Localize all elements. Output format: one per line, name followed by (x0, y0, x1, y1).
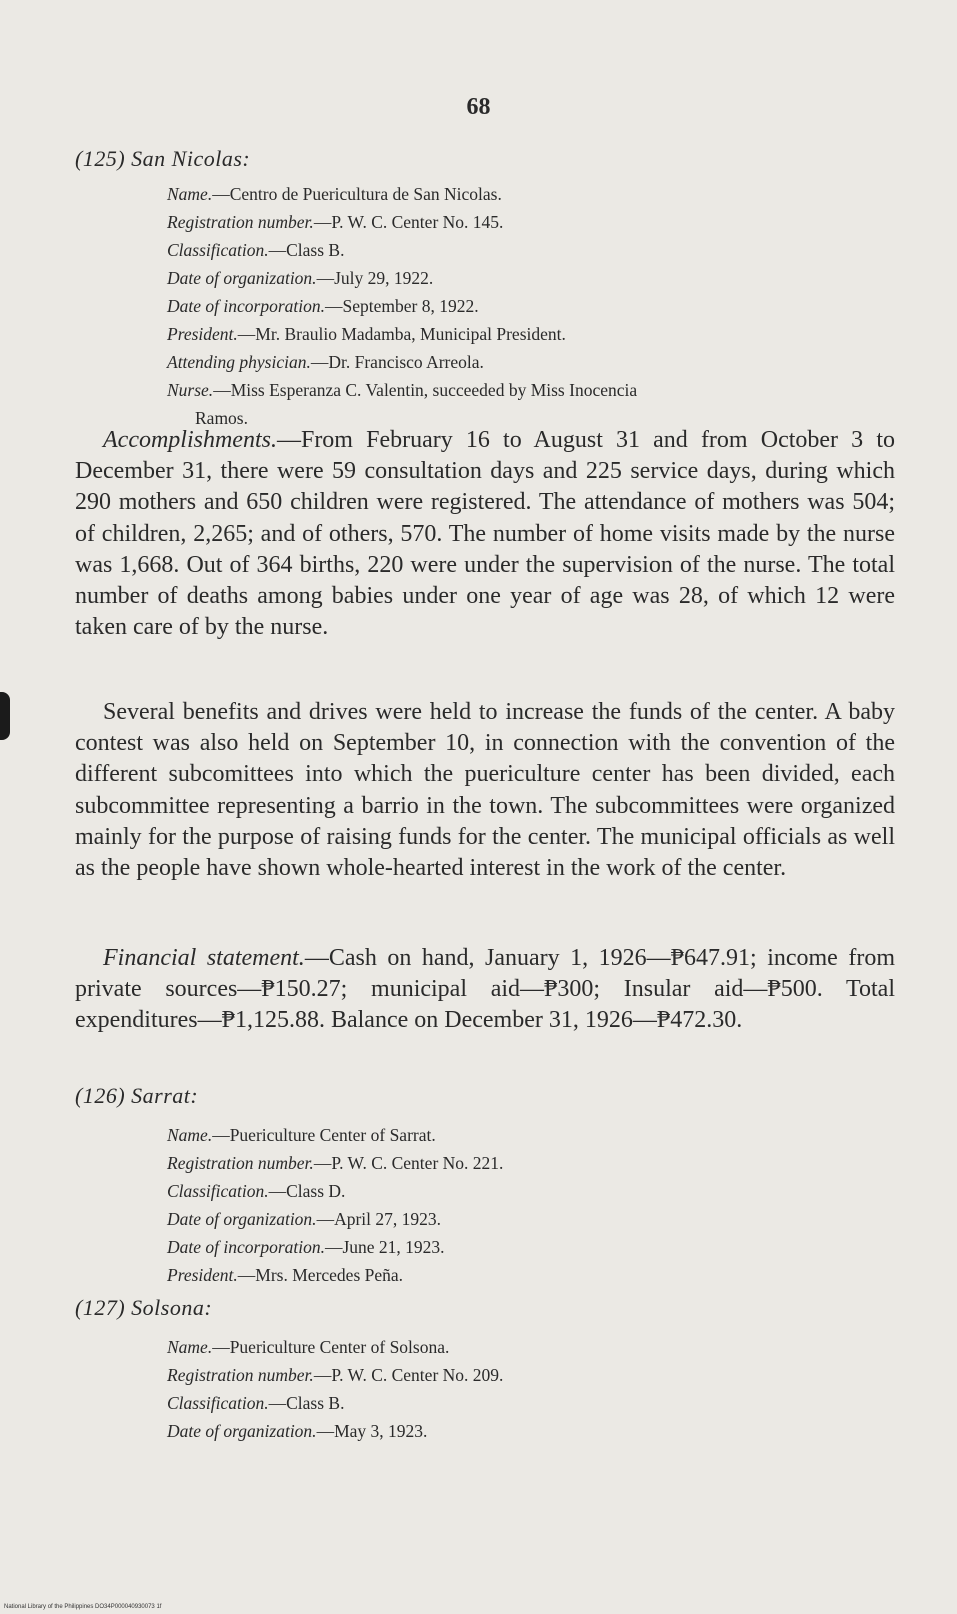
entry-date-of-organization: Date of organization.—May 3, 1923. (167, 1421, 428, 1441)
entry-name: Name.—Puericulture Center of Solsona. (167, 1337, 450, 1357)
entry-classification: Classification.—Class B. (167, 1393, 345, 1413)
binding-mark (0, 692, 10, 740)
entry-registration-number: Registration number.—P. W. C. Center No. 221. (167, 1153, 504, 1173)
page-number: 68 (466, 94, 491, 120)
entries-solsona (167, 1333, 897, 1445)
entry-date-of-organization: Date of organization.—July 29, 1922. (167, 268, 434, 288)
paragraph-accomplishments: Accomplishments.—From February 16 to August 31 and from October 3 to December 31, there were 59 consultation days and 225 service days, during which 290 mothers and 650 children were registered. The attendance of mothers was 504; of children, 2,265; and of others, 570. The number of home visits made by the nurse was 1,668. Out of 364 births, 220 were under the supervision of the nurse. The total number of deaths among babies under one year of age was 28, of which 12 were taken care of by the nurse. (75, 427, 895, 641)
section-heading-solsona: (127) Solsona: (75, 1295, 213, 1320)
entry-date-of-incorporation: Date of incorporation.—September 8, 1922. (167, 296, 479, 316)
entry-president: President.—Mr. Braulio Madamba, Municipal President. (167, 324, 566, 344)
scan-footer: National Library of the Philippines DO34P000040930073 1f (4, 1604, 162, 1610)
entry-attending-physician: Attending physician.—Dr. Francisco Arreola. (167, 352, 484, 372)
entry-date-of-organization: Date of organization.—April 27, 1923. (167, 1209, 442, 1229)
entries-sarrat (167, 1121, 897, 1289)
paragraph-financial-statement: Financial statement.—Cash on hand, January 1, 1926—₱647.91; income from private sources—₱150.27; municipal aid—₱300; Insular aid—₱500. Total expenditures—₱1,125.88. Balance on December 31, 1926—₱472.30. (75, 945, 895, 1034)
entry-registration-number: Registration number.—P. W. C. Center No. 209. (167, 1365, 504, 1385)
entry-classification: Classification.—Class D. (167, 1181, 346, 1201)
entry-name: Name.—Centro de Puericultura de San Nicolas. (167, 184, 502, 204)
entries-san-nicolas (167, 180, 897, 432)
entry-date-of-incorporation: Date of incorporation.—June 21, 1923. (167, 1237, 445, 1257)
entry-classification: Classification.—Class B. (167, 240, 345, 260)
section-heading-sarrat: (126) Sarrat: (75, 1083, 199, 1108)
paragraph-benefits: Several benefits and drives were held to increase the funds of the center. A baby contest was also held on September 10, in connection with the convention of the different subcomittees into which the puericulture center has been divided, each subcommittee representing a barrio in the town. The subcommittees were organized mainly for the purpose of raising funds for the center. The municipal officials as well as the people have shown whole-hearted interest in the work of the center. (75, 699, 895, 882)
entry-name: Name.—Puericulture Center of Sarrat. (167, 1125, 436, 1145)
section-heading-san-nicolas: (125) San Nicolas: (75, 146, 251, 171)
entry-president: President.—Mrs. Mercedes Peña. (167, 1265, 404, 1285)
entry-registration-number: Registration number.—P. W. C. Center No. 145. (167, 212, 504, 232)
entry-nurse: Nurse.—Miss Esperanza C. Valentin, succeeded by Miss Inocencia Ramos. (167, 380, 638, 428)
